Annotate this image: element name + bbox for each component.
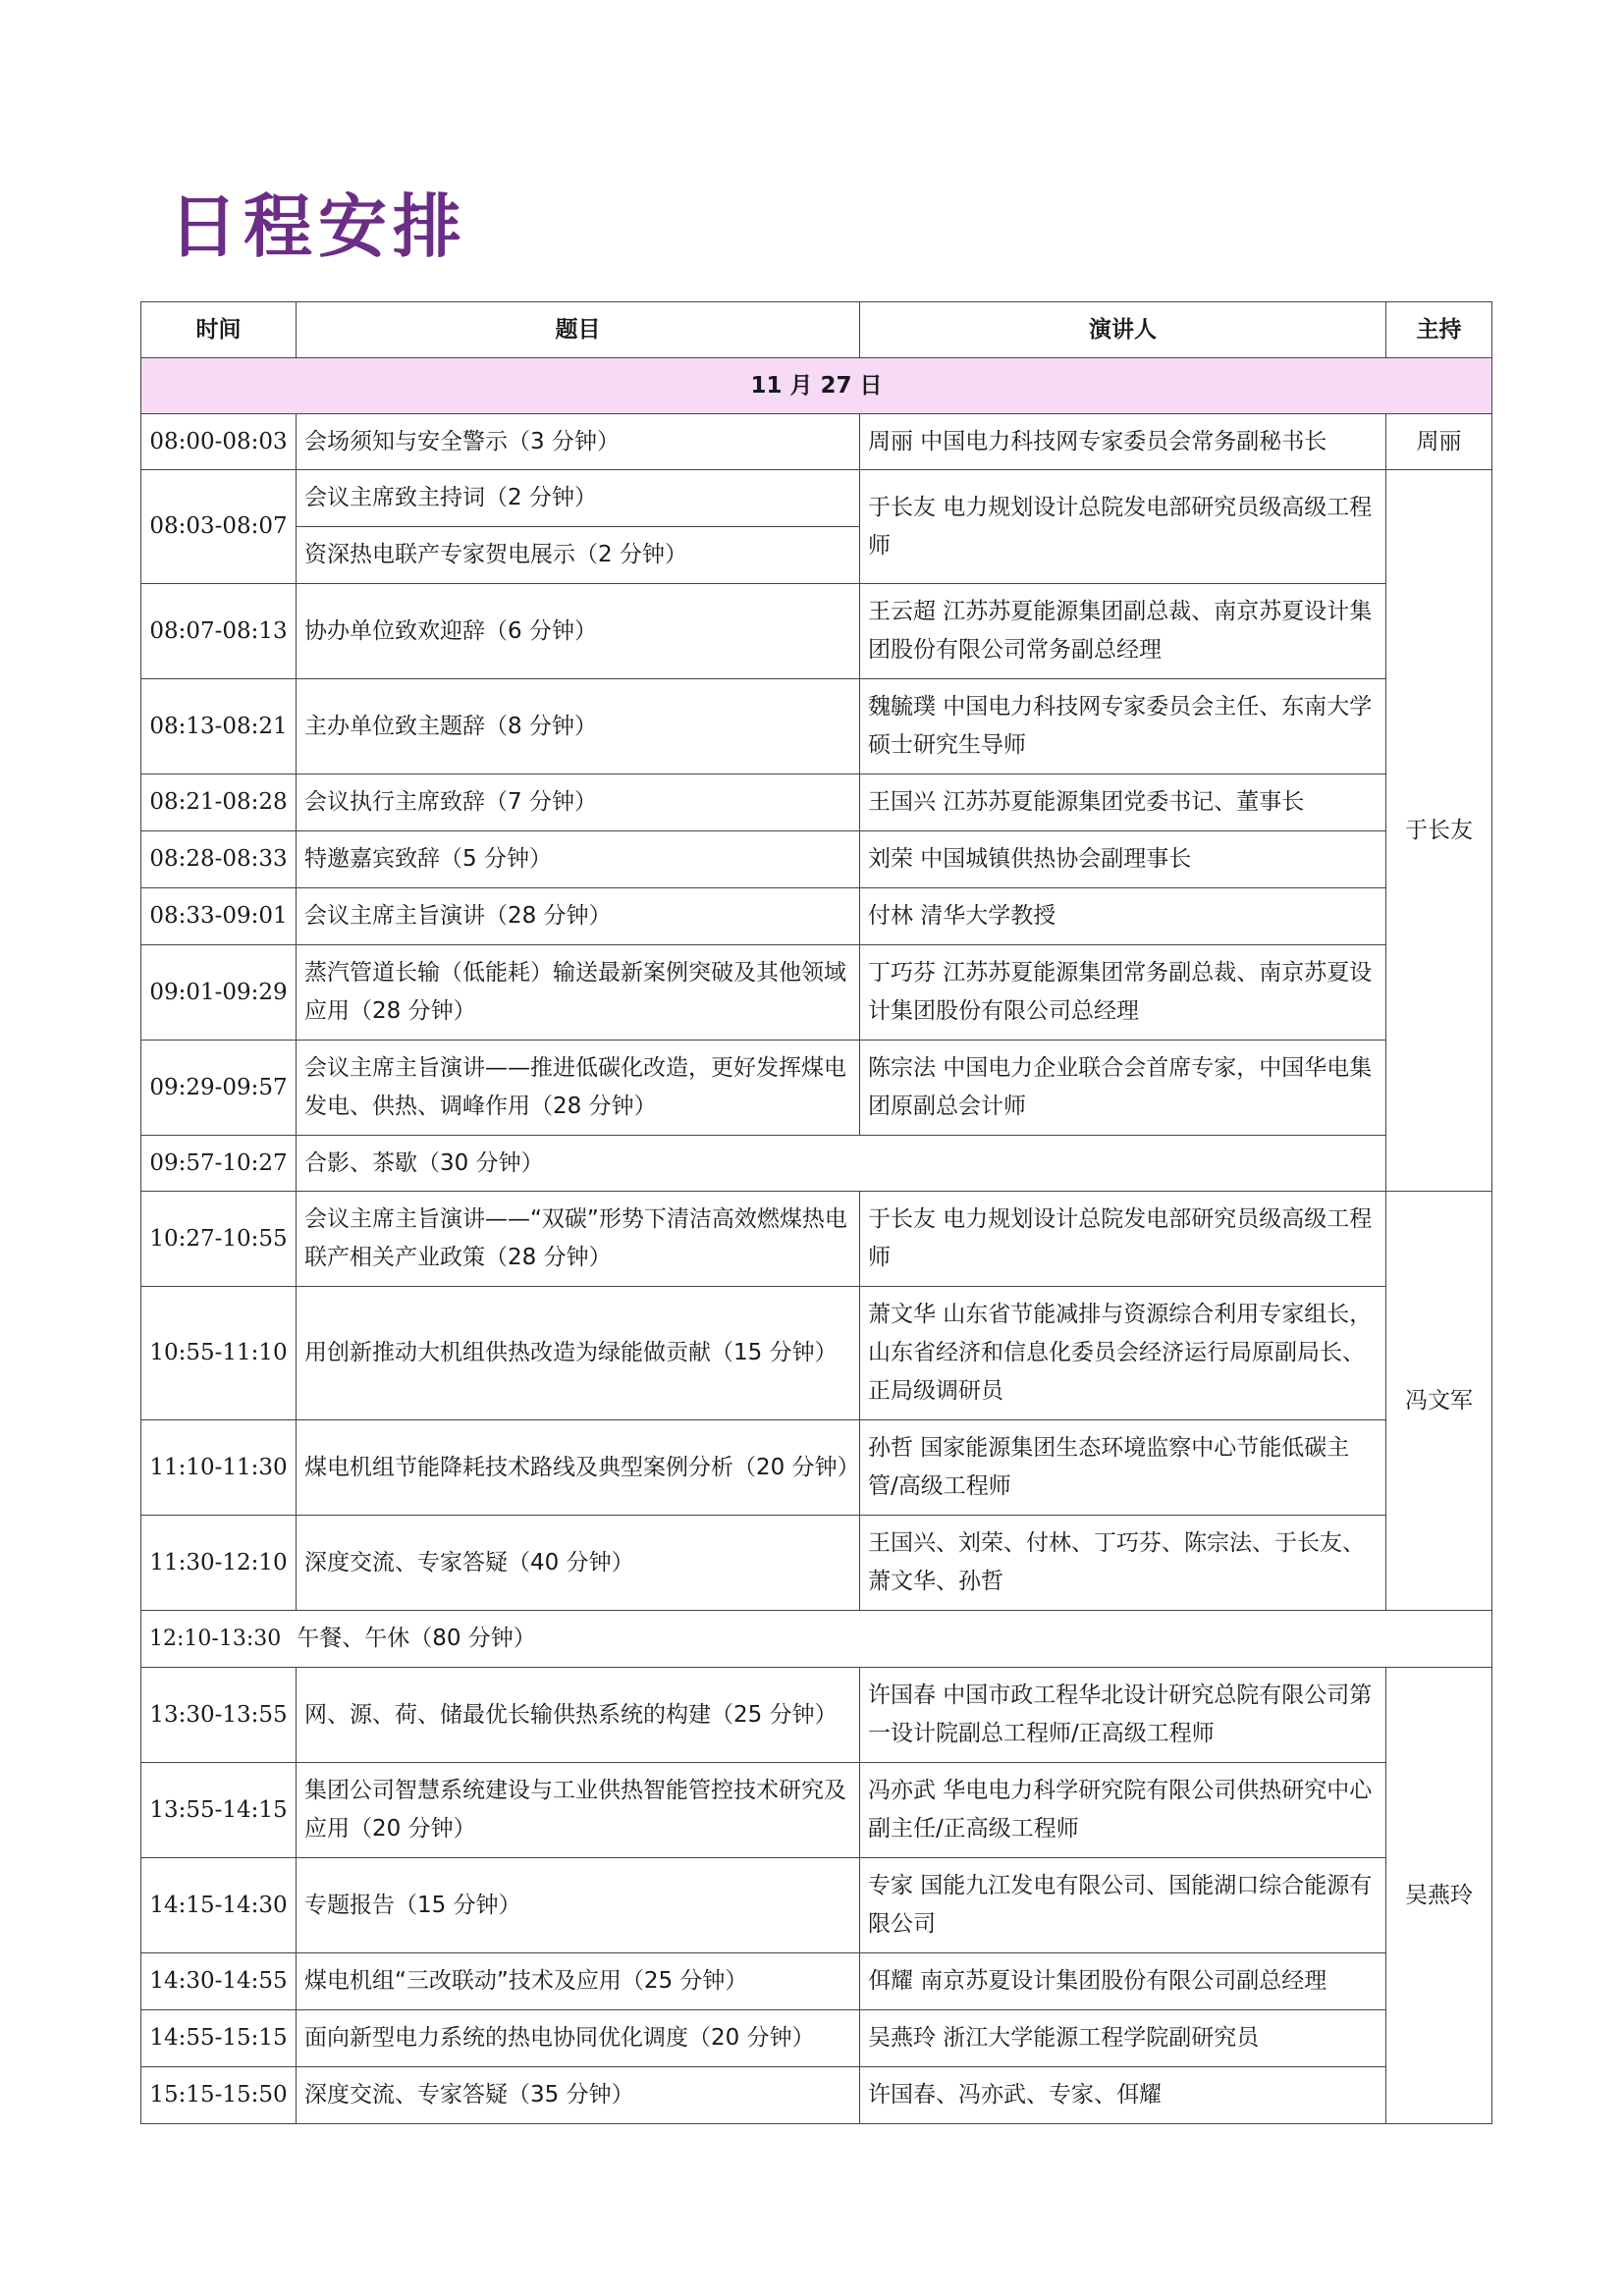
topic-cell: 煤电机组“三改联动”技术及应用（25 分钟）	[297, 1953, 860, 2010]
time-cell: 11:30-12:10	[141, 1516, 297, 1611]
table-row	[141, 679, 1492, 774]
host-cell: 周丽	[1386, 414, 1492, 470]
topic-cell: 网、源、荷、储最优长输供热系统的构建（25 分钟）	[297, 1668, 860, 1763]
speaker-cell: 丁巧芬 江苏苏夏能源集团常务副总裁、南京苏夏设计集团股份有限公司总经理	[860, 945, 1386, 1041]
table-row	[141, 1420, 1492, 1516]
topic-cell: 深度交流、专家答疑（40 分钟）	[297, 1516, 860, 1611]
table-row	[141, 1041, 1492, 1136]
speaker-cell: 于长友 电力规划设计总院发电部研究员级高级工程师	[860, 1192, 1386, 1287]
table-row	[141, 1668, 1492, 1763]
table-row	[141, 888, 1492, 945]
speaker-cell: 佴耀 南京苏夏设计集团股份有限公司副总经理	[860, 1953, 1386, 2010]
time-cell: 14:55-15:15	[141, 2010, 297, 2067]
header-speaker: 演讲人	[860, 302, 1386, 358]
speaker-cell: 王云超 江苏苏夏能源集团副总裁、南京苏夏设计集团股份有限公司常务副总经理	[860, 584, 1386, 679]
table-row	[141, 1287, 1492, 1420]
date-cell: 11 月 27 日	[141, 358, 1492, 414]
topic-cell: 蒸汽管道长输（低能耗）输送最新案例突破及其他领域应用（28 分钟）	[297, 945, 860, 1041]
table-row	[141, 2067, 1492, 2124]
time-cell: 15:15-15:50	[141, 2067, 297, 2124]
topic-cell: 深度交流、专家答疑（35 分钟）	[297, 2067, 860, 2124]
page-title: 日程安排	[169, 186, 467, 267]
speaker-cell: 陈宗法 中国电力企业联合会首席专家，中国华电集团原副总会计师	[860, 1041, 1386, 1136]
table-row	[141, 1763, 1492, 1858]
speaker-cell: 许国春、冯亦武、专家、佴耀	[860, 2067, 1386, 2124]
time-cell: 09:01-09:29	[141, 945, 297, 1041]
table-row	[141, 584, 1492, 679]
speaker-cell: 冯亦武 华电电力科学研究院有限公司供热研究中心副主任/正高级工程师	[860, 1763, 1386, 1858]
time-cell: 11:10-11:30	[141, 1420, 297, 1516]
host-cell: 于长友	[1386, 470, 1492, 1192]
header-topic: 题目	[297, 302, 860, 358]
date-row	[141, 358, 1492, 414]
time-cell: 08:00-08:03	[141, 414, 297, 470]
lunch-time: 12:10-13:30	[149, 1627, 282, 1651]
header-row	[141, 302, 1492, 358]
table-row	[141, 1953, 1492, 2010]
table-row	[141, 1516, 1492, 1611]
topic-cell: 会场须知与安全警示（3 分钟）	[297, 414, 860, 470]
speaker-cell: 专家 国能九江发电有限公司、国能湖口综合能源有限公司	[860, 1858, 1386, 1953]
table-row	[141, 774, 1492, 831]
topic-cell: 用创新推动大机组供热改造为绿能做贡献（15 分钟）	[297, 1287, 860, 1420]
speaker-cell: 于长友 电力规划设计总院发电部研究员级高级工程师	[860, 470, 1386, 584]
speaker-cell: 孙哲 国家能源集团生态环境监察中心节能低碳主管/高级工程师	[860, 1420, 1386, 1516]
time-cell: 10:55-11:10	[141, 1287, 297, 1420]
topic-cell: 特邀嘉宾致辞（5 分钟）	[297, 831, 860, 888]
topic-cell: 集团公司智慧系统建设与工业供热智能管控技术研究及应用（20 分钟）	[297, 1763, 860, 1858]
speaker-cell: 萧文华 山东省节能减排与资源综合利用专家组长，山东省经济和信息化委员会经济运行局原副局长、正局级调研员	[860, 1287, 1386, 1420]
table-row	[141, 414, 1492, 470]
speaker-cell: 周丽 中国电力科技网专家委员会常务副秘书长	[860, 414, 1386, 470]
time-cell: 14:30-14:55	[141, 1953, 297, 2010]
speaker-cell: 王国兴 江苏苏夏能源集团党委书记、董事长	[860, 774, 1386, 831]
topic-cell: 会议主席主旨演讲（28 分钟）	[297, 888, 860, 945]
time-cell: 08:28-08:33	[141, 831, 297, 888]
speaker-cell: 付林 清华大学教授	[860, 888, 1386, 945]
time-cell: 09:57-10:27	[141, 1136, 297, 1192]
speaker-cell: 吴燕玲 浙江大学能源工程学院副研究员	[860, 2010, 1386, 2067]
topic-cell: 会议执行主席致辞（7 分钟）	[297, 774, 860, 831]
speaker-cell: 魏毓璞 中国电力科技网专家委员会主任、东南大学硕士研究生导师	[860, 679, 1386, 774]
break-row	[141, 1136, 1492, 1192]
lunch-cell	[141, 1611, 1492, 1668]
topic-cell: 主办单位致主题辞（8 分钟）	[297, 679, 860, 774]
table-row	[141, 945, 1492, 1041]
topic-cell: 会议主席致主持词（2 分钟）	[297, 470, 860, 527]
speaker-cell: 王国兴、刘荣、付林、丁巧芬、陈宗法、于长友、萧文华、孙哲	[860, 1516, 1386, 1611]
speaker-cell: 刘荣 中国城镇供热协会副理事长	[860, 831, 1386, 888]
schedule-table	[140, 301, 1492, 2124]
topic-cell-second: 资深热电联产专家贺电展示（2 分钟）	[297, 527, 860, 584]
break-row	[141, 1611, 1492, 1668]
topic-cell: 会议主席主旨演讲——推进低碳化改造，更好发挥煤电发电、供热、调峰作用（28 分钟）	[297, 1041, 860, 1136]
time-cell: 08:13-08:21	[141, 679, 297, 774]
time-cell: 09:29-09:57	[141, 1041, 297, 1136]
speaker-cell: 许国春 中国市政工程华北设计研究总院有限公司第一设计院副总工程师/正高级工程师	[860, 1668, 1386, 1763]
time-cell: 13:30-13:55	[141, 1668, 297, 1763]
host-cell: 冯文军	[1386, 1192, 1492, 1611]
time-cell: 08:03-08:07	[141, 470, 297, 584]
time-cell: 08:07-08:13	[141, 584, 297, 679]
table-row	[141, 1192, 1492, 1287]
topic-cell: 面向新型电力系统的热电协同优化调度（20 分钟）	[297, 2010, 860, 2067]
table-row	[141, 2010, 1492, 2067]
time-cell: 08:33-09:01	[141, 888, 297, 945]
time-cell: 13:55-14:15	[141, 1763, 297, 1858]
header-host: 主持	[1386, 302, 1492, 358]
time-cell: 08:21-08:28	[141, 774, 297, 831]
break-cell: 合影、茶歇（30 分钟）	[297, 1136, 1492, 1192]
lunch-text: 午餐、午休（80 分钟）	[297, 1626, 536, 1651]
header-time: 时间	[141, 302, 297, 358]
table-row	[141, 831, 1492, 888]
host-cell: 吴燕玲	[1386, 1668, 1492, 2124]
time-cell: 10:27-10:55	[141, 1192, 297, 1287]
table-row	[141, 470, 1492, 527]
table-row	[141, 1858, 1492, 1953]
topic-cell: 专题报告（15 分钟）	[297, 1858, 860, 1953]
topic-cell: 协办单位致欢迎辞（6 分钟）	[297, 584, 860, 679]
topic-cell: 煤电机组节能降耗技术路线及典型案例分析（20 分钟）	[297, 1420, 860, 1516]
time-cell: 14:15-14:30	[141, 1858, 297, 1953]
topic-cell: 会议主席主旨演讲——“双碳”形势下清洁高效燃煤热电联产相关产业政策（28 分钟）	[297, 1192, 860, 1287]
